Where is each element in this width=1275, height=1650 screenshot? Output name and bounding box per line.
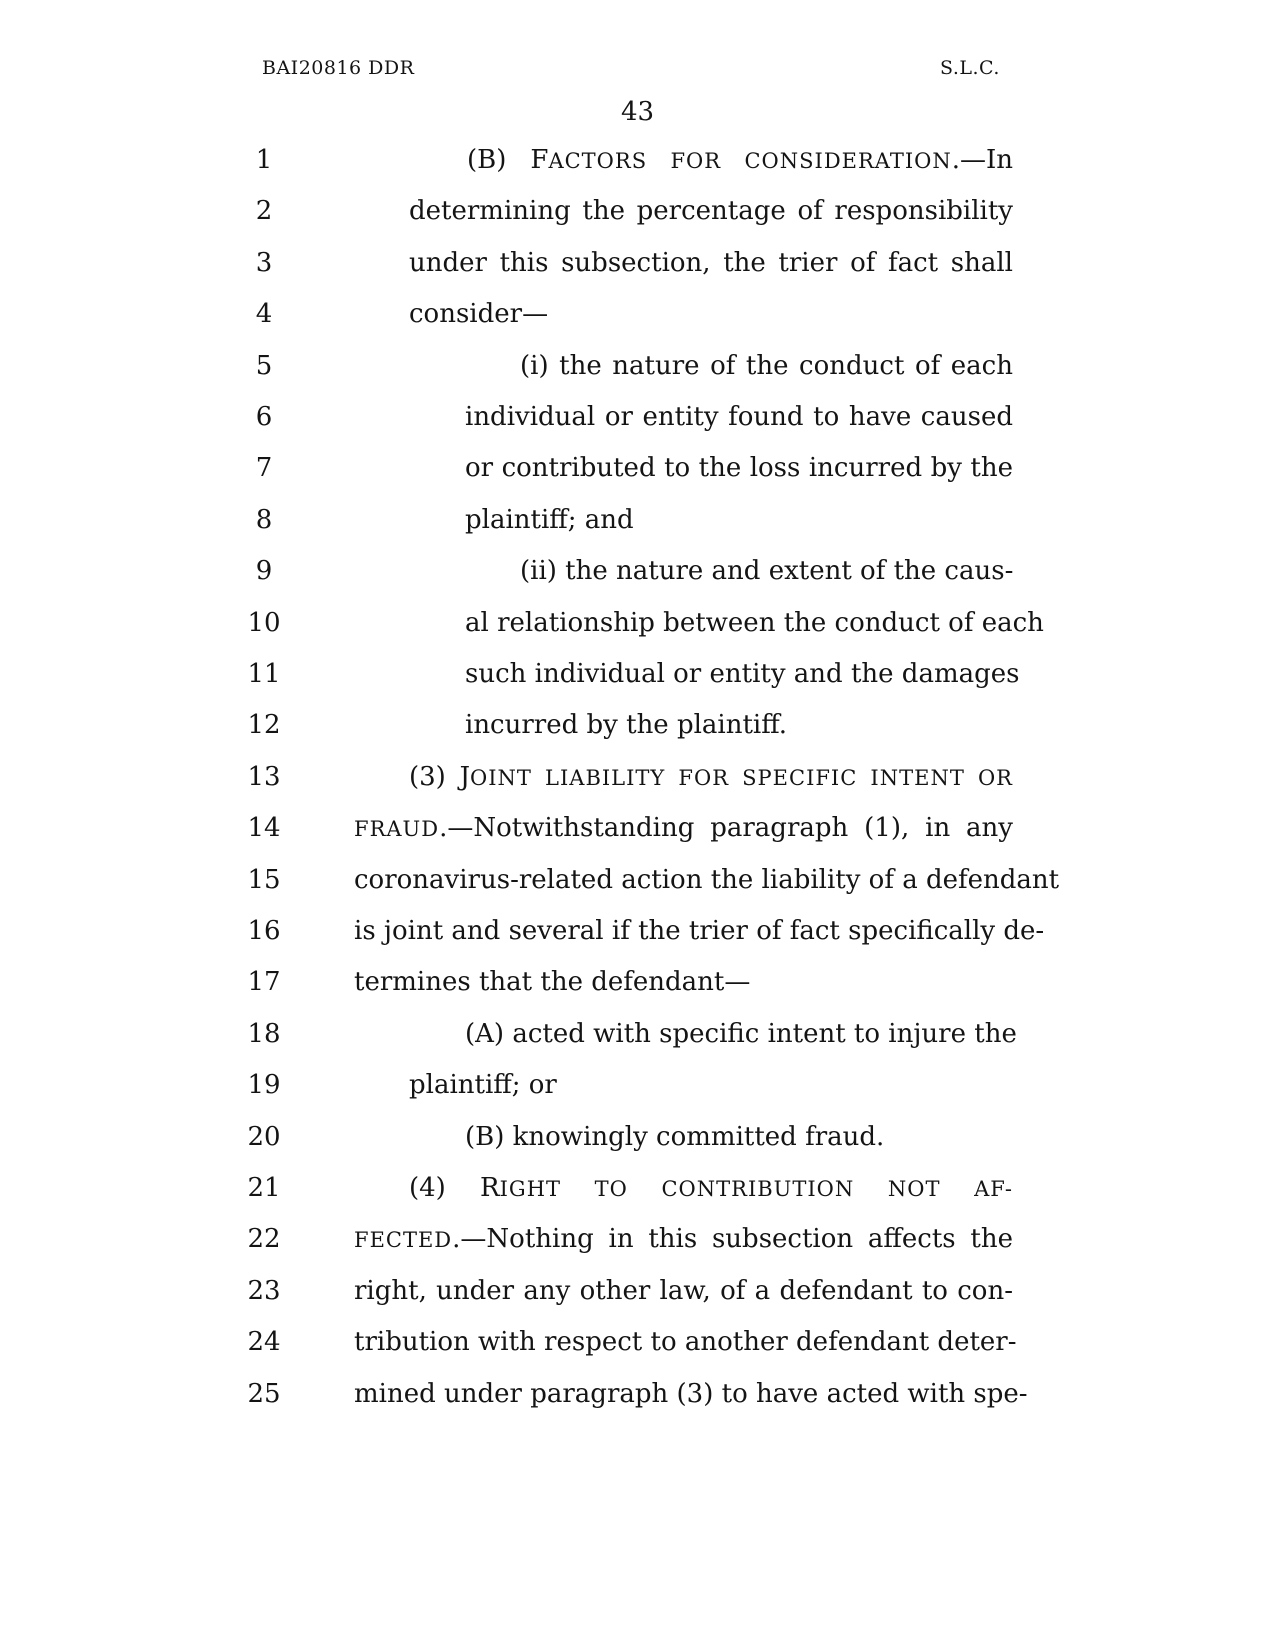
line-text: under this subsection, the trier of fact shall	[409, 247, 1013, 278]
bill-line	[0, 1117, 1275, 1157]
bill-line	[0, 705, 1275, 745]
heading-small-caps: FRAUD	[354, 817, 440, 842]
line-text: plaintiff; and	[465, 504, 634, 535]
bill-line	[0, 397, 1275, 437]
bill-line	[0, 757, 1275, 797]
line-text: or contributed to the loss incurred by the	[465, 453, 1013, 484]
heading-small-caps: ACTORS FOR CONSIDERATION	[548, 149, 952, 173]
line-number: 4	[255, 299, 273, 330]
bill-line	[0, 243, 1275, 283]
line-number: 18	[247, 1018, 281, 1049]
line-number: 8	[255, 504, 273, 535]
line-number: 16	[247, 916, 281, 946]
line-segment: (4)	[409, 1173, 481, 1203]
bill-line	[0, 603, 1275, 643]
bill-line	[0, 1014, 1275, 1054]
line-text: plaintiff; or	[409, 1070, 557, 1101]
line-segment: F	[530, 145, 549, 175]
bill-line	[0, 191, 1275, 231]
line-text: (ii) the nature and extent of the caus-	[520, 556, 1014, 587]
line-text	[409, 1168, 1013, 1209]
page-number: 43	[620, 97, 655, 127]
bill-line	[0, 860, 1275, 900]
bill-line	[0, 551, 1275, 591]
bill-line	[0, 962, 1275, 1002]
bill-line	[0, 500, 1275, 540]
line-number: 17	[247, 967, 281, 998]
office-code: S.L.C.	[940, 57, 1000, 79]
line-text: (A) acted with specific intent to injure the	[465, 1018, 1017, 1049]
line-number: 24	[247, 1327, 281, 1358]
line-text: such individual or entity and the damages	[465, 659, 1020, 689]
line-segment: J	[459, 761, 470, 792]
line-number: 23	[247, 1275, 281, 1306]
line-number: 1	[255, 145, 273, 175]
bill-line	[0, 808, 1275, 848]
line-number: 13	[247, 761, 281, 792]
line-number: 19	[247, 1070, 281, 1101]
line-number: 11	[247, 659, 281, 689]
line-number: 2	[255, 196, 273, 227]
bill-line	[0, 911, 1275, 951]
document-id: BAI20816 DDR	[262, 57, 415, 79]
bill-line	[0, 1374, 1275, 1414]
bill-line	[0, 1065, 1275, 1105]
bill-line	[0, 1271, 1275, 1311]
line-number: 6	[255, 402, 273, 432]
line-text: right, under any other law, of a defendant to con-	[354, 1275, 1013, 1306]
bill-line	[0, 1168, 1275, 1208]
line-text	[409, 757, 1013, 798]
line-number: 7	[255, 453, 273, 484]
line-text: termines that the defendant—	[354, 967, 751, 998]
line-number: 14	[247, 813, 281, 844]
line-text: al relationship between the conduct of each	[465, 607, 1044, 638]
bill-line	[0, 1322, 1275, 1362]
line-number: 25	[247, 1378, 281, 1409]
bill-line	[0, 294, 1275, 334]
heading-small-caps: IGHT TO CONTRIBUTION NOT AF-	[499, 1177, 1013, 1201]
line-text: tribution with respect to another defendant deter-	[354, 1327, 1017, 1358]
line-segment: (B)	[467, 145, 531, 175]
line-text: is joint and several if the trier of fact specifically de-	[354, 916, 1045, 946]
bill-line	[0, 140, 1275, 180]
line-text: (i) the nature of the conduct of each	[520, 350, 1013, 381]
line-text: consider—	[409, 299, 549, 330]
line-number: 9	[255, 556, 273, 587]
bill-line	[0, 346, 1275, 386]
bill-line	[0, 448, 1275, 488]
line-text: mined under paragraph (3) to have acted with spe-	[354, 1378, 1028, 1409]
line-number: 15	[247, 864, 281, 895]
line-segment: (3)	[409, 761, 460, 792]
line-number: 12	[247, 710, 281, 741]
line-text: (B) knowingly committed fraud.	[465, 1121, 885, 1152]
line-text	[467, 140, 1013, 181]
line-segment: .—Nothing in this subsection affects the	[452, 1224, 1013, 1255]
line-segment: .—In	[951, 145, 1013, 175]
bill-line	[0, 654, 1275, 694]
line-text: coronavirus-related action the liability of a defendant	[354, 864, 1060, 895]
bill-line	[0, 1219, 1275, 1259]
line-number: 22	[247, 1224, 281, 1255]
line-number: 3	[255, 247, 273, 278]
line-text	[354, 808, 1013, 849]
heading-small-caps: FECTED	[354, 1228, 453, 1253]
heading-small-caps: OINT LIABILITY FOR SPECIFIC INTENT OR	[470, 765, 1013, 790]
line-text: determining the percentage of responsibility	[409, 196, 1013, 227]
line-number: 21	[247, 1173, 281, 1203]
line-segment: .—Notwithstanding paragraph (1), in any	[439, 813, 1013, 844]
line-number: 20	[247, 1121, 281, 1152]
line-number: 5	[255, 350, 273, 381]
line-text: incurred by the plaintiff.	[465, 710, 788, 741]
line-text: individual or entity found to have caused	[465, 402, 1013, 432]
line-number: 10	[247, 607, 281, 638]
line-text	[354, 1219, 1013, 1260]
line-segment: R	[480, 1173, 500, 1203]
